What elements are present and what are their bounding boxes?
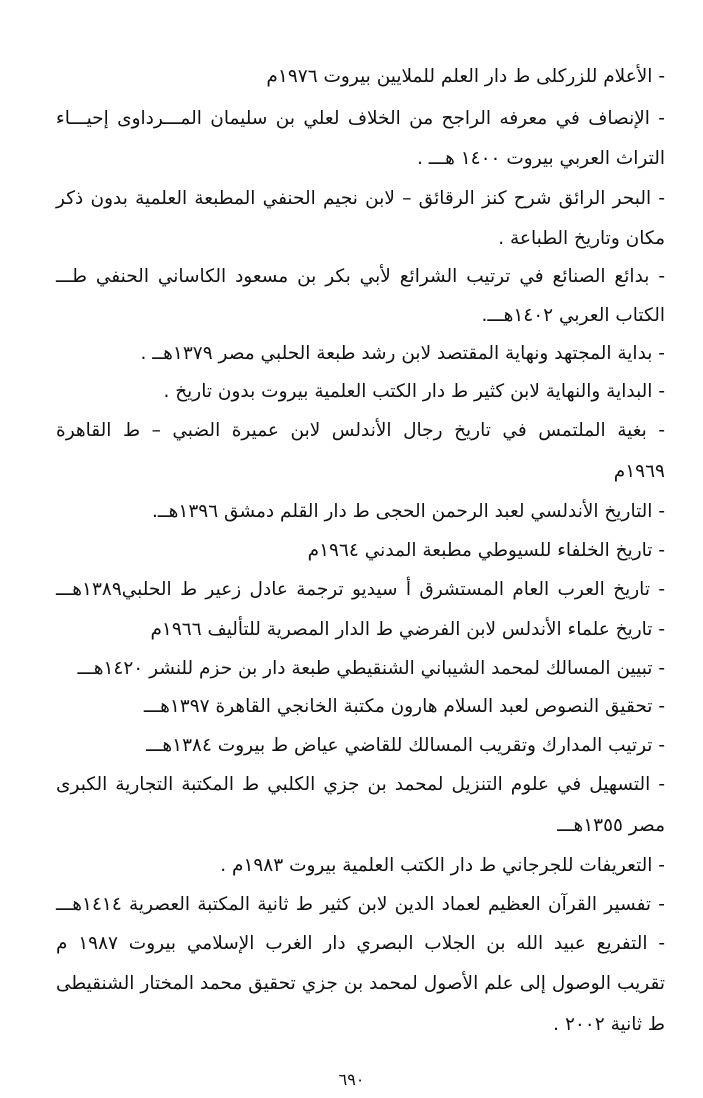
reference-line-6: - بدائع الصنائع في ترتيب الشرائع لأبي بكر بن مسعود الكاساني الحنفي طـــ [56,266,665,287]
reference-line-25: ط ثانية ٢٠٠٢ . [553,1014,665,1035]
reference-line-8: - بداية المجتهد ونهاية المقتصد لابن رشد طبعة الحلبي مصر ١٣٧٩هــ . [140,343,665,364]
reference-line-13: - تاريخ الخلفاء للسيوطي مطبعة المدني ١٩٦٤م [307,540,665,561]
reference-line-16: - تبيين المسالك لمحمد الشيباني الشنقيطي طبعة دار بن حزم للنشر ١٤٢٠هـــ [77,658,665,679]
reference-line-22: - تفسير القرآن العظيم لعماد الدين لابن كثير ط ثانية المكتبة العصرية ١٤١٤هـــ [56,894,665,915]
reference-line-11: ١٩٦٩م [613,461,665,482]
reference-line-20: مصر ١٣٥٥هـــ [557,815,665,836]
reference-line-19: - التسهيل في علوم التنزيل لمحمد بن جزي الكلبي ط المكتبة التجارية الكبرى [56,774,665,795]
reference-line-9: - البداية والنهاية لابن كثير ط دار الكتب العلمية بيروت بدون تاريخ . [163,381,665,402]
reference-line-10: - بغية الملتمس في تاريخ رجال الأندلس لابن عميرة الضبي – ط القاهرة [56,420,665,441]
reference-line-3: التراث العربي بيروت ١٤٠٠ هـــ . [417,148,665,169]
reference-line-12: - التاريخ الأندلسي لعبد الرحمن الحجى ط دار القلم دمشق ١٣٩٦هــ. [151,501,665,522]
reference-line-4: - البحر الرائق شرح كنز الرقائق – لابن نجيم الحنفي المطبعة العلمية بدون ذكر [56,188,665,209]
reference-line-21: - التعريفات للجرجاني ط دار الكتب العلمية بيروت ١٩٨٣م . [220,855,665,876]
reference-line-18: - ترتيب المدارك وتقريب المسالك للقاضي عياض ط بيروت ١٣٨٤هـــ [146,735,665,756]
reference-line-7: الكتاب العربي ١٤٠٢هـــ. [481,305,665,326]
reference-line-24: تقريب الوصول إلى علم الأصول لمحمد بن جزي تحقيق محمد المختار الشنقيطى [56,973,665,994]
reference-line-2: - الإنصاف في معرفه الراجح من الخلاف لعلي بن سليمان المـــرداوى إحيـــاء [56,108,665,129]
page-number: ٦٩٠ [338,1070,365,1089]
reference-line-15: - تاريخ علماء الأندلس لابن الفرضي ط الدار المصرية للتأليف ١٩٦٦م [150,619,665,640]
reference-line-23: - التفريع عبيد الله بن الجلاب البصري دار الغرب الإسلامي بيروت ١٩٨٧ م [56,933,665,954]
reference-line-14: - تاريخ العرب العام المستشرق أ سيديو ترجمة عادل زعير ط الحلبي١٣٨٩هـــ [56,579,665,600]
reference-line-5: مكان وتاريخ الطباعة . [498,228,665,249]
reference-line-1: - الأعلام للزركلى ط دار العلم للملايين بيروت ١٩٧٦م [266,66,665,87]
reference-line-17: - تحقيق النصوص لعبد السلام هارون مكتبة الخانجي القاهرة ١٣٩٧هـــ [143,696,665,717]
